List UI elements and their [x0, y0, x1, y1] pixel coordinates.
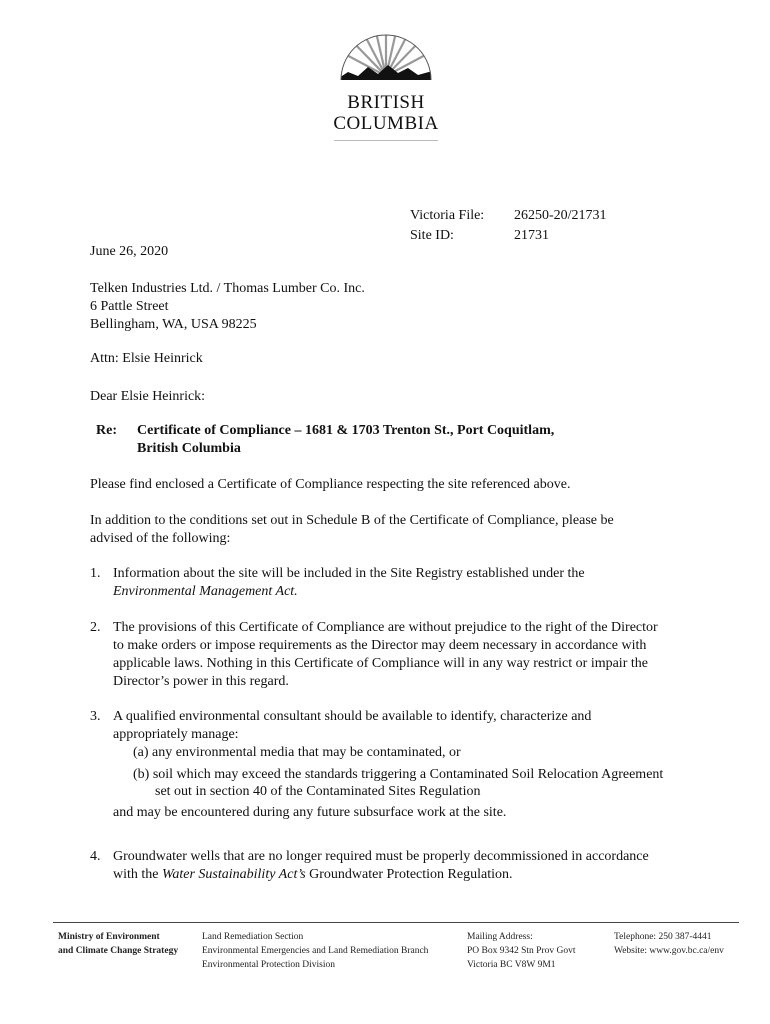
item-number: 2. [90, 620, 101, 635]
subject-line-1: Certificate of Compliance – 1681 & 1703 Trenton St., Port Coquitlam, [137, 423, 555, 438]
file-number: 26250-20/21731 [514, 208, 607, 223]
item-1-line-1: Information about the site will be included in the Site Registry established under the [113, 566, 585, 581]
address-line: 6 Pattle Street [90, 299, 169, 314]
item-2-line-2: to make orders or impose requirements as the Director may deem necessary in accordance with [113, 638, 647, 653]
item-2-line-4: Director’s power in this regard. [113, 674, 289, 689]
mailing-line: Victoria BC V8W 9M1 [467, 960, 556, 970]
item-text [113, 848, 713, 884]
recipient-address [90, 280, 365, 334]
re-label: Re: [96, 423, 117, 438]
subject-line [137, 422, 657, 458]
paragraph-2-line-2: advised of the following: [90, 531, 231, 546]
item-4-text: Groundwater Protection Regulation. [305, 867, 513, 882]
act-name: Environmental Management Act. [113, 584, 298, 599]
website-link[interactable]: Website: www.gov.bc.ca/env [614, 946, 724, 956]
item-number: 1. [90, 566, 101, 581]
file-label: Victoria File: [410, 208, 485, 223]
item-4-text: with the [113, 867, 162, 882]
footer-contact [614, 930, 724, 958]
division-name: Environmental Protection Division [202, 960, 335, 970]
bc-sun-mountain-emblem-icon [326, 32, 446, 94]
salutation: Dear Elsie Heinrick: [90, 389, 206, 404]
ministry-name-2: and Climate Change Strategy [58, 946, 179, 956]
section-name: Land Remediation Section [202, 932, 304, 942]
footer-ministry [58, 930, 178, 958]
sub-item-b: (b) soil which may exceed the standards triggering a Contaminated Soil Relocation Agreement [133, 767, 664, 782]
mailing-line: PO Box 9342 Stn Prov Govt [467, 946, 576, 956]
paragraph-1: Please find enclosed a Certificate of Compliance respecting the site referenced above. [90, 477, 571, 492]
item-text [113, 565, 713, 601]
ministry-name-1: Ministry of Environment [58, 932, 160, 942]
act-name: Water Sustainability Act’s [162, 867, 306, 882]
item-3-line-2: appropriately manage: [113, 727, 239, 742]
item-4-line-2 [113, 866, 713, 884]
item-text [113, 708, 713, 744]
sub-item-a: (a) any environmental media that may be contaminated, or [133, 745, 461, 760]
footer-mailing-address [467, 930, 575, 972]
item-2-line-1: The provisions of this Certificate of Compliance are without prejudice to the right of the Director [113, 620, 658, 635]
item-number: 3. [90, 709, 101, 724]
subject-line-2: British Columbia [137, 441, 241, 456]
item-3-closing: and may be encountered during any future subsurface work at the site. [113, 805, 507, 820]
sub-item-b-continued: set out in section 40 of the Contaminated Sites Regulation [155, 784, 481, 799]
telephone: Telephone: 250 387-4441 [614, 932, 712, 942]
paragraph-2 [90, 512, 730, 548]
address-line: Telken Industries Ltd. / Thomas Lumber Co. Inc. [90, 281, 365, 296]
paragraph-2-line-1: In addition to the conditions set out in Schedule B of the Certificate of Compliance, please be [90, 513, 614, 528]
logo-text-line1: BRITISH [347, 92, 425, 113]
address-line: Bellingham, WA, USA 98225 [90, 317, 257, 332]
bc-logo [326, 32, 446, 140]
item-number: 4. [90, 849, 101, 864]
site-id-label: Site ID: [410, 228, 454, 243]
letter-date: June 26, 2020 [90, 244, 169, 259]
logo-text-line2: COLUMBIA [333, 113, 439, 134]
item-3-line-1: A qualified environmental consultant should be available to identify, characterize and [113, 709, 592, 724]
item-4-line-1: Groundwater wells that are no longer required must be properly decommissioned in accordance [113, 849, 649, 864]
logo-underline [334, 140, 438, 141]
attention-line: Attn: Elsie Heinrick [90, 351, 203, 366]
branch-name: Environmental Emergencies and Land Remediation Branch [202, 946, 429, 956]
footer-section [202, 930, 428, 972]
site-id-value: 21731 [514, 228, 549, 243]
footer-divider [53, 922, 739, 923]
mailing-label: Mailing Address: [467, 932, 533, 942]
item-text [113, 619, 713, 691]
item-2-line-3: applicable laws. Nothing in this Certificate of Compliance will in any way restrict or impair the [113, 656, 648, 671]
